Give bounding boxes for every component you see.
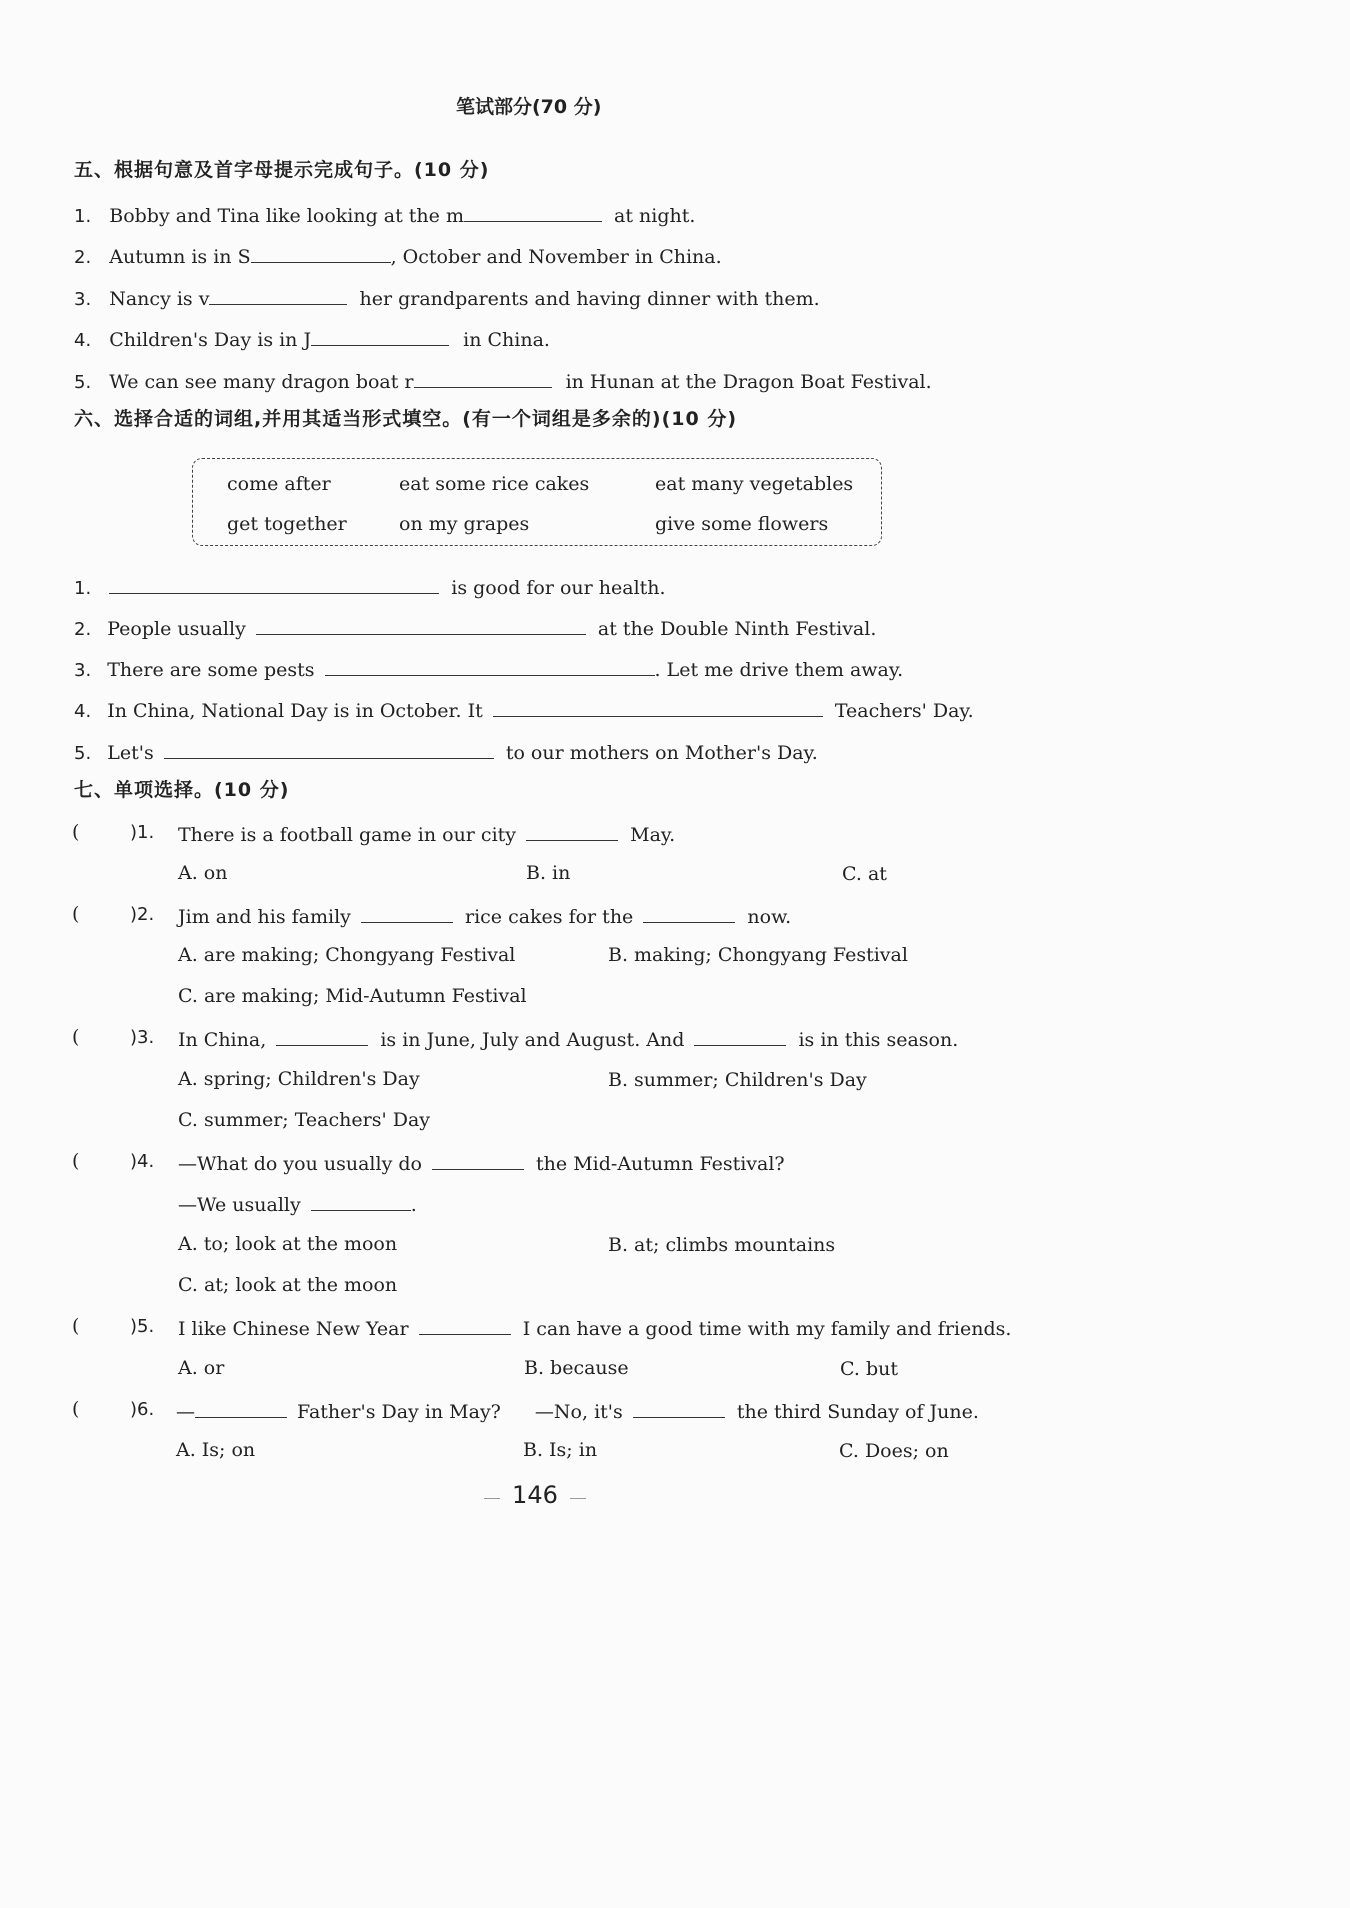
- question-3-stem: [178, 1028, 958, 1050]
- answer-paren[interactable]: (: [72, 1150, 80, 1172]
- s5-item-1: [74, 204, 695, 226]
- item-text-pre: Children's Day is in J: [109, 329, 312, 351]
- question-2-stem: [178, 905, 791, 927]
- item-number: 1.: [74, 206, 92, 227]
- answer-blank[interactable]: [633, 1400, 725, 1418]
- s6-item-5: [74, 741, 818, 763]
- stem-text: Jim and his family: [178, 906, 351, 928]
- option-c[interactable]: C. Does; on: [839, 1440, 949, 1462]
- stem-text: Father's Day in May?: [297, 1401, 501, 1423]
- item-text-post: at night.: [614, 205, 696, 227]
- item-text-post: her grandparents and having dinner with them.: [359, 288, 820, 310]
- answer-blank[interactable]: [109, 576, 439, 594]
- stem-text: —No, it's: [534, 1401, 623, 1423]
- answer-blank[interactable]: [164, 741, 494, 759]
- stem-text: —We usually: [178, 1194, 301, 1216]
- item-text-post: at the Double Ninth Festival.: [597, 618, 877, 640]
- item-number: 5.: [74, 372, 92, 393]
- word-bank-item: come after: [227, 473, 331, 495]
- option-a[interactable]: A. or: [178, 1357, 225, 1379]
- item-text-post: is good for our health.: [451, 577, 666, 599]
- answer-blank[interactable]: [311, 328, 449, 346]
- divider-dash: [570, 1498, 586, 1499]
- option-b[interactable]: B. summer; Children's Day: [608, 1069, 867, 1091]
- stem-period: .: [410, 1194, 417, 1216]
- answer-paren[interactable]: (: [72, 1315, 80, 1337]
- item-number: 2.: [74, 619, 92, 640]
- divider-dash: [484, 1498, 500, 1499]
- item-number: 3.: [74, 289, 92, 310]
- question-1-stem: [178, 823, 675, 845]
- answer-blank[interactable]: [325, 658, 655, 676]
- item-number: 4.: [74, 330, 92, 351]
- answer-blank[interactable]: [526, 823, 618, 841]
- item-number: 4.: [74, 701, 92, 722]
- item-text-post: Teachers' Day.: [834, 700, 974, 722]
- option-b[interactable]: B. at; climbs mountains: [608, 1234, 836, 1256]
- stem-text: the Mid-Autumn Festival?: [536, 1153, 785, 1175]
- stem-text: —: [176, 1401, 195, 1423]
- word-bank-item: give some flowers: [655, 513, 829, 535]
- option-b[interactable]: B. Is; in: [523, 1439, 598, 1461]
- answer-paren[interactable]: (: [72, 1398, 80, 1420]
- answer-blank[interactable]: [464, 204, 602, 222]
- item-text-pre: There are some pests: [107, 659, 315, 681]
- option-b[interactable]: B. in: [526, 862, 571, 884]
- s6-item-4: [74, 699, 974, 721]
- question-number: )3.: [130, 1027, 155, 1048]
- stem-text: the third Sunday of June.: [736, 1401, 979, 1423]
- item-text-post: to our mothers on Mother's Day.: [505, 742, 818, 764]
- option-a[interactable]: A. Is; on: [176, 1439, 256, 1461]
- word-bank-box: [192, 458, 882, 546]
- stem-text: There is a football game in our city: [178, 824, 517, 846]
- question-number: )1.: [130, 822, 155, 843]
- option-c[interactable]: C. at; look at the moon: [178, 1274, 398, 1296]
- s6-item-3: [74, 658, 903, 680]
- section7-heading: 七、单项选择。(10 分): [74, 779, 290, 801]
- item-number: 5.: [74, 743, 92, 764]
- stem-text: May.: [630, 824, 676, 846]
- question-4-stem: [178, 1152, 785, 1174]
- item-text-pre: Nancy is v: [109, 288, 210, 310]
- item-number: 1.: [74, 578, 92, 599]
- word-bank-item: eat some rice cakes: [399, 473, 590, 495]
- item-text-pre: Autumn is in S: [109, 246, 251, 268]
- answer-paren[interactable]: (: [72, 1026, 80, 1048]
- word-bank-item: get together: [227, 513, 347, 535]
- item-text-post: , October and November in China.: [390, 246, 722, 268]
- answer-blank[interactable]: [414, 370, 552, 388]
- answer-blank[interactable]: [694, 1028, 786, 1046]
- question-number: )4.: [130, 1151, 155, 1172]
- answer-blank[interactable]: [361, 905, 453, 923]
- option-a[interactable]: A. to; look at the moon: [178, 1233, 398, 1255]
- answer-blank[interactable]: [195, 1400, 287, 1418]
- page-title: 笔试部分(70 分): [456, 96, 602, 118]
- item-number: 2.: [74, 247, 92, 268]
- s5-item-3: [74, 287, 820, 309]
- page-number: 146: [512, 1481, 558, 1509]
- option-a[interactable]: A. on: [178, 862, 228, 884]
- answer-paren[interactable]: (: [72, 903, 80, 925]
- section6-heading: 六、选择合适的词组,并用其适当形式填空。(有一个词组是多余的)(10 分): [74, 408, 738, 430]
- s5-item-2: [74, 245, 722, 267]
- option-b[interactable]: B. making; Chongyang Festival: [608, 944, 908, 966]
- option-a[interactable]: A. are making; Chongyang Festival: [178, 944, 516, 966]
- stem-text: rice cakes for the: [464, 906, 634, 928]
- answer-blank[interactable]: [251, 245, 391, 263]
- stem-text: is in this season.: [798, 1029, 959, 1051]
- item-text-pre: People usually: [107, 618, 246, 640]
- item-text-pre: In China, National Day is in October. It: [107, 700, 483, 722]
- section5-heading: 五、根据句意及首字母提示完成句子。(10 分): [74, 159, 490, 181]
- page-number-footer: [484, 1483, 586, 1507]
- answer-blank[interactable]: [493, 699, 823, 717]
- option-c[interactable]: C. at: [842, 863, 887, 885]
- item-number: 3.: [74, 660, 92, 681]
- stem-text: is in June, July and August. And: [380, 1029, 685, 1051]
- item-text-pre: Bobby and Tina like looking at the m: [109, 205, 464, 227]
- answer-blank[interactable]: [432, 1152, 524, 1170]
- stem-text: —What do you usually do: [178, 1153, 422, 1175]
- s6-item-2: [74, 617, 876, 639]
- answer-blank[interactable]: [419, 1317, 511, 1335]
- word-bank-item: eat many vegetables: [655, 473, 854, 495]
- option-c[interactable]: C. are making; Mid-Autumn Festival: [178, 985, 527, 1007]
- option-b[interactable]: B. because: [524, 1357, 629, 1379]
- stem-text: now.: [747, 906, 792, 928]
- question-number: )6.: [130, 1399, 155, 1420]
- s6-item-1: [74, 576, 666, 598]
- question-6-stem: [176, 1400, 979, 1422]
- answer-paren[interactable]: (: [72, 821, 80, 843]
- option-a[interactable]: A. spring; Children's Day: [178, 1068, 420, 1090]
- item-text-post: . Let me drive them away.: [654, 659, 904, 681]
- answer-blank[interactable]: [311, 1193, 411, 1211]
- stem-text: I like Chinese New Year: [178, 1318, 409, 1340]
- option-c[interactable]: C. but: [840, 1358, 898, 1380]
- option-c[interactable]: C. summer; Teachers' Day: [178, 1109, 431, 1131]
- question-4-stem-reply: [178, 1193, 417, 1215]
- s5-item-4: [74, 328, 550, 350]
- question-number: )2.: [130, 904, 155, 925]
- item-text-pre: We can see many dragon boat r: [109, 371, 414, 393]
- answer-blank[interactable]: [209, 287, 347, 305]
- answer-blank[interactable]: [643, 905, 735, 923]
- item-text-post: in China.: [463, 329, 550, 351]
- s5-item-5: [74, 370, 932, 392]
- item-text-post: in Hunan at the Dragon Boat Festival.: [565, 371, 932, 393]
- question-5-stem: [178, 1317, 1011, 1339]
- stem-text: I can have a good time with my family and friends.: [522, 1318, 1012, 1340]
- word-bank-item: on my grapes: [399, 513, 530, 535]
- answer-blank[interactable]: [256, 617, 586, 635]
- question-number: )5.: [130, 1316, 155, 1337]
- stem-text: In China,: [178, 1029, 267, 1051]
- item-text-pre: Let's: [107, 742, 154, 764]
- answer-blank[interactable]: [276, 1028, 368, 1046]
